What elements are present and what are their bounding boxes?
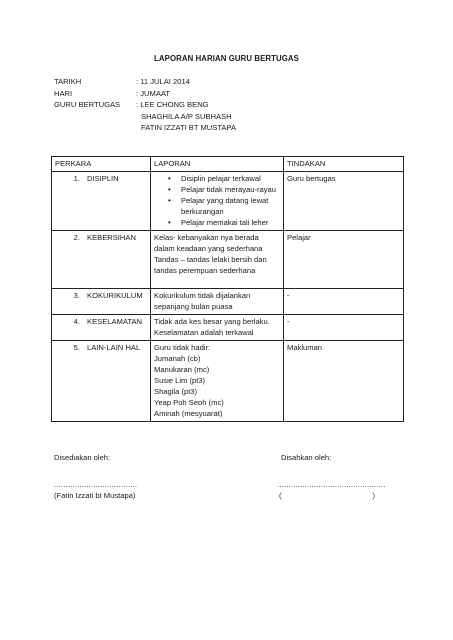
list-item: • Disiplin pelajar terkawal [154, 173, 280, 184]
tarikh-value: : 11 JULAI 2014 [136, 77, 190, 86]
laporan-line: Guru tidak hadir: [154, 343, 211, 352]
table-row [52, 315, 404, 341]
header-perkara: PERKARA [52, 157, 151, 172]
table-header-row [52, 157, 404, 172]
perkara-cell [52, 315, 151, 341]
prepared-name: (Fatin Izzati bt Mustapa) [54, 491, 136, 500]
laporan-line: Keselamatan adalah terkawal [154, 328, 254, 337]
perkara-label: DISIPLIN [87, 174, 119, 183]
laporan-cell [151, 341, 284, 422]
perkara-label: KOKURIKULUM [87, 291, 143, 300]
perkara-cell [52, 231, 151, 289]
laporan-cell [151, 289, 284, 315]
laporan-line: Tidak ada kes besar yang berlaku. [154, 317, 270, 326]
hari-value: : JUMAAT [136, 88, 171, 98]
tindakan-cell: - [284, 315, 404, 341]
guru-extra-2: FATIN IZZATI BT MUSTAPA [141, 123, 237, 132]
laporan-cell [151, 172, 284, 231]
laporan-line: Yeap Poh Seoh (mc) [154, 398, 224, 407]
header-laporan: LAPORAN [151, 157, 284, 172]
guru-label: GURU BERTUGAS [54, 100, 121, 109]
perkara-label: KEBERSIHAN [87, 233, 136, 242]
laporan-line: Shagila (pt3) [154, 387, 198, 396]
report-table [51, 156, 404, 422]
perkara-label: KESELAMATAN [87, 317, 142, 326]
laporan-cell [151, 231, 284, 289]
perkara-cell [52, 172, 151, 231]
list-item: • Pelajar memakai tali leher [154, 217, 280, 228]
perkara-cell [52, 341, 151, 422]
laporan-line: Jumanah (cb) [154, 354, 201, 363]
row-number: 1. [73, 174, 80, 183]
info-block [54, 76, 414, 134]
tindakan-cell: Pelajar [284, 231, 404, 289]
approved-name [279, 491, 375, 500]
hari-label: HARI [54, 88, 73, 98]
row-number: 5. [73, 343, 80, 352]
prepared-by-label: Disediakan oleh: [54, 453, 111, 462]
approved-close-paren: ) [372, 491, 375, 500]
tarikh-label: TARIKH [54, 77, 82, 86]
approved-signature-line: ............................................... [277, 480, 386, 489]
info-row-guru [54, 99, 414, 111]
guru-value: : LEE CHONG BENG [136, 100, 209, 109]
tindakan-cell: Guru bertugas [284, 172, 404, 231]
laporan-line: Kelas- kebanyakan nya berada dalam keadaan yang sederhana [154, 233, 263, 253]
info-row-tarikh [54, 76, 414, 88]
page-title: LAPORAN HARIAN GURU BERTUGAS [154, 54, 299, 63]
tindakan-cell: - [284, 289, 404, 315]
list-item: • Pelajar tidak merayau-rayau [154, 184, 280, 195]
table-row [52, 231, 404, 289]
info-row-hari [54, 88, 414, 100]
row-number: 2. [73, 233, 80, 242]
laporan-line: Manukaran (mc) [154, 365, 210, 374]
table-row [52, 341, 404, 422]
row-number: 4. [73, 317, 80, 326]
laporan-cell [151, 315, 284, 341]
laporan-bullet-list [154, 173, 280, 228]
laporan-line: Susie Lim (pt3) [154, 376, 206, 385]
laporan-line: Kokurikulum tidak dijalankan sepanjang bulan puasa [154, 291, 251, 311]
list-item: • Pelajar yang datang lewat berkurangan [154, 195, 280, 217]
table-row [52, 172, 404, 231]
approved-by-label: Disahkan oleh: [281, 453, 332, 462]
guru-extra-1: SHAGHILA A/P SUBHASH [141, 111, 232, 121]
header-tindakan: TINDAKAN [284, 157, 404, 172]
laporan-line: Aminah (mesyuarat) [154, 409, 223, 418]
table-row [52, 289, 404, 315]
laporan-line: Tandas – tandas lelaki bersih dan tandas perempuan sederhana [154, 255, 267, 275]
tindakan-cell: Makluman [284, 341, 404, 422]
row-number: 3. [73, 291, 80, 300]
approved-open-paren: ( [279, 491, 282, 500]
prepared-signature-line: .................................... [54, 480, 138, 489]
perkara-label: LAIN-LAIN HAL [87, 343, 141, 352]
perkara-cell [52, 289, 151, 315]
